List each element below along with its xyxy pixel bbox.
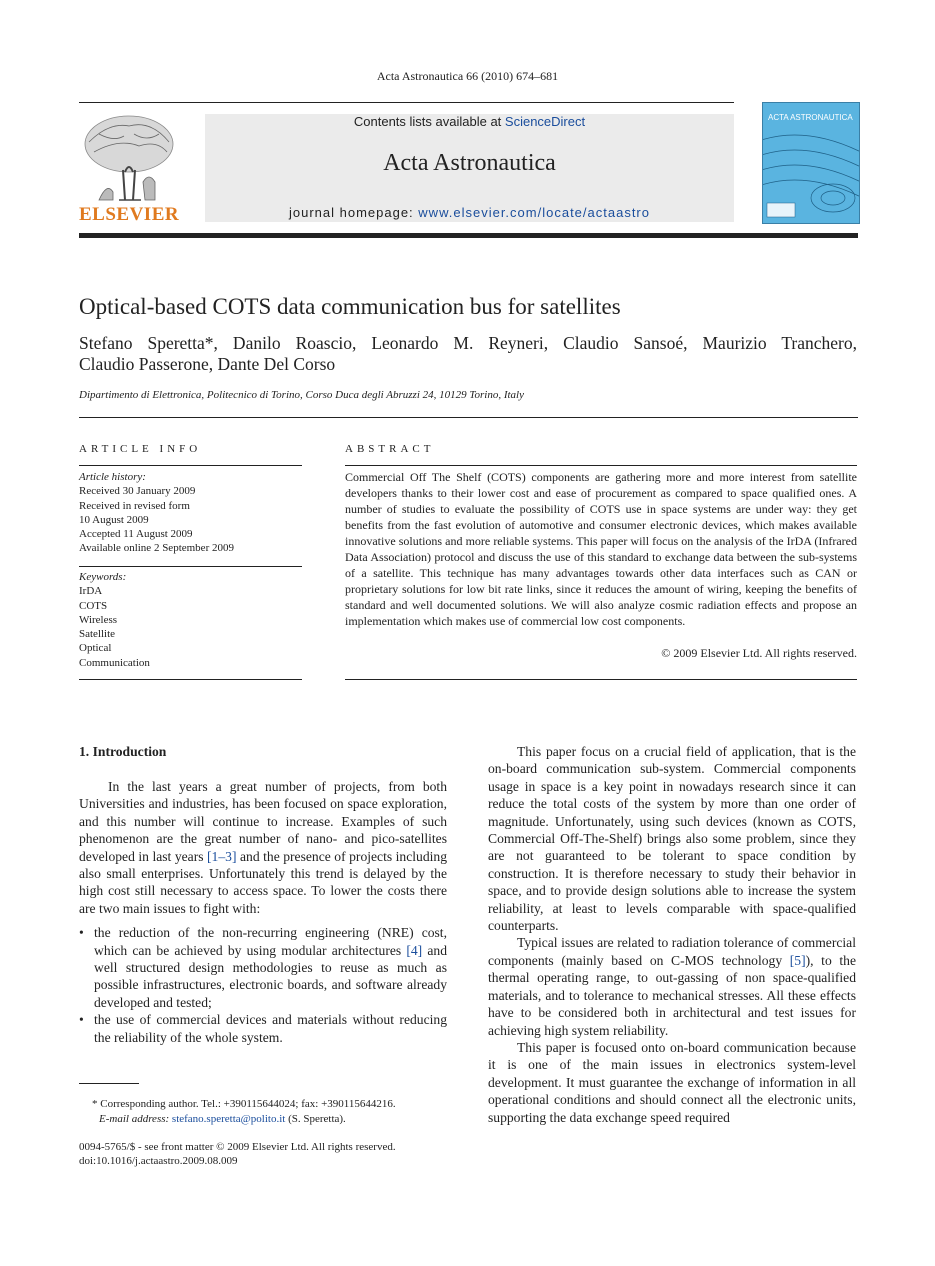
left-column <box>79 778 447 1046</box>
text-run: and well structured design methodologies to reuse as much as possible infrastructures, electronic boards, and software already developed and tested; <box>94 942 447 1010</box>
history-item: Received in revised form <box>79 499 190 512</box>
homepage-link[interactable]: www.elsevier.com/locate/actaastro <box>418 205 650 220</box>
journal-banner <box>205 114 734 222</box>
text-run: ), to the thermal operating range, to out-gassing of non space-qualified materials, and to tolerance to mechanical stresses. All these effects have to be considered both in architectural and test issues for achieving high system reliability. <box>488 952 856 1038</box>
header-thick-rule <box>79 233 858 238</box>
elsevier-wordmark: ELSEVIER <box>79 204 180 225</box>
paragraph <box>488 934 856 1038</box>
paragraph: This paper focus on a crucial field of application, that is the on-board communication sub-system. Commercial components usage in space is a key point in nowadays research since it can reduce the total costs of the system by more than one order of magnitude. Unfortunately, using such devices (known as COTS, Commercial Off-The-Shelf) brings also some problem, since they are not guaranteed to be tolerant to space condition by construction. It is therefore necessary to study their behavior in space, and to provide design solutions able to increase the system reliability, at least to levels comparable with space-qualified counterparts. <box>488 744 856 934</box>
email-label: E-mail address: <box>99 1113 172 1125</box>
bullet-item <box>94 924 447 1011</box>
text-run: Typical issues are related to radiation tolerance of commercial components (mainly based on C-MOS technology <box>488 935 856 968</box>
article-title: Optical-based COTS data communication bus for satellites <box>79 294 621 319</box>
abstract-rule <box>345 465 857 466</box>
paragraph: This paper is focused onto on-board communication because it is one of the main issues in electronics system-level development. It must guarantee the exchange of information in all operational conditions and should connect all the electronic units, supporting the data exchange speed required <box>488 1039 856 1125</box>
abstract-bottom-rule <box>345 679 857 680</box>
keyword: Optical <box>79 642 112 655</box>
keywords <box>79 570 301 670</box>
authors-line-2: Claudio Passerone, Dante Del Corso <box>79 354 336 374</box>
bullet-list <box>79 924 447 1046</box>
footnote <box>79 1097 447 1127</box>
homepage-line <box>205 205 734 220</box>
article-info-rule <box>79 465 302 466</box>
journal-title: Acta Astronautica <box>383 150 556 176</box>
header-top-rule <box>79 102 734 103</box>
text-run: and the presence of projects including also small enterprises. Unfortunately this trend is delayed by the high cost still necessary to access space. To lower the costs there are two main issues to fight with: <box>79 848 448 916</box>
abstract-text: Commercial Off The Shelf (COTS) components are gathering more and more interest from satellite developers thanks to their lower cost and ease of procurement as compared to space qualified ones. A number of studies to evaluate the possibility of COTS use in space systems are under way: they get benefits from the fast evolution of automotive and consumer electronic devices, which makes available innovative solutions and more reliable systems. This paper will focus on the analysis of the IrDA (Infrared Data Association) protocol and discuss the use of this standard to exchange data between the sub-systems of a satellite. This technique has many advantages towards other data interfaces such as CAN or proprietary solutions for low bit rate links, since it reduces the amount of wiring, keeping the benefits of standard and well documented solutions. We will also analyze cosmic radiation effects and propose an implementation which makes use of commercial low cost components. <box>345 470 857 628</box>
article-history <box>79 470 301 556</box>
article-info-bottom-rule <box>79 679 302 680</box>
corresponding-author: * Corresponding author. Tel.: +390115644024; fax: +390115644216. <box>92 1098 396 1110</box>
history-item: Accepted 11 August 2009 <box>79 528 193 541</box>
authors-line-1: Stefano Speretta*, Danilo Roascio, Leonardo M. Reyneri, Claudio Sansoé, Maurizio Tranchero, <box>79 333 857 353</box>
bullet-item: • the use of commercial devices and materials without reducing the reliability of the whole system. <box>94 1011 447 1046</box>
keyword: COTS <box>79 599 108 612</box>
journal-reference: Acta Astronautica 66 (2010) 674–681 <box>376 69 559 83</box>
footnote-rule <box>79 1083 139 1084</box>
article-info-label: ARTICLE INFO <box>79 443 202 455</box>
paragraph <box>79 778 447 917</box>
email-suffix: (S. Speretta). <box>285 1113 346 1125</box>
copyright: © 2009 Elsevier Ltd. All rights reserved. <box>661 646 857 660</box>
cover-title: ACTA ASTRONAUTICA <box>768 113 853 122</box>
keywords-label: Keywords: <box>79 571 127 583</box>
sciencedirect-link[interactable]: ScienceDirect <box>504 114 586 129</box>
email-link[interactable]: stefano.speretta@polito.it <box>171 1113 286 1125</box>
homepage-prefix: journal homepage: <box>288 205 419 220</box>
contents-prefix: Contents lists available at <box>353 114 505 129</box>
email-line <box>79 1112 447 1127</box>
section-heading: 1. Introduction <box>79 744 167 759</box>
keyword: Wireless <box>79 613 118 626</box>
contents-line <box>205 114 734 129</box>
issn-line: 0094-5765/$ - see front matter © 2009 Elsevier Ltd. All rights reserved. <box>79 1141 396 1153</box>
affiliation: Dipartimento di Elettronica, Politecnico di Torino, Corso Duca degli Abruzzi 24, 10129 Torino, Italy <box>79 389 524 401</box>
doi-line: doi:10.1016/j.actaastro.2009.08.009 <box>79 1155 238 1167</box>
citation-link[interactable]: [5] <box>789 952 806 968</box>
history-item: Received 30 January 2009 <box>79 485 196 498</box>
right-column <box>488 743 856 1126</box>
citation-link[interactable]: [1–3] <box>207 848 237 864</box>
keyword: Satellite <box>79 628 116 641</box>
front-matter <box>79 1140 396 1168</box>
keyword: Communication <box>79 656 150 669</box>
journal-cover-image[interactable] <box>762 102 860 224</box>
history-item: Available online 2 September 2009 <box>79 542 234 555</box>
history-item: 10 August 2009 <box>79 513 149 526</box>
abstract-label: ABSTRACT <box>345 443 435 455</box>
history-label: Article history: <box>79 471 146 483</box>
keyword: IrDA <box>79 585 103 598</box>
citation-link[interactable]: [4] <box>406 942 423 958</box>
text-run: the reduction of the non-recurring engineering (NRE) cost, which can be achieved by using modular architectures <box>94 925 447 958</box>
author-list <box>79 333 857 375</box>
title-bottom-rule <box>79 417 858 418</box>
text-run: In the last years a great number of projects, from both Universities and industries, has been focused on space exploration, and this number will continue to increase. Examples of such phenomenon are the great number of nano- and pico-satellites developed in last years <box>79 779 447 864</box>
keywords-rule <box>79 566 302 567</box>
